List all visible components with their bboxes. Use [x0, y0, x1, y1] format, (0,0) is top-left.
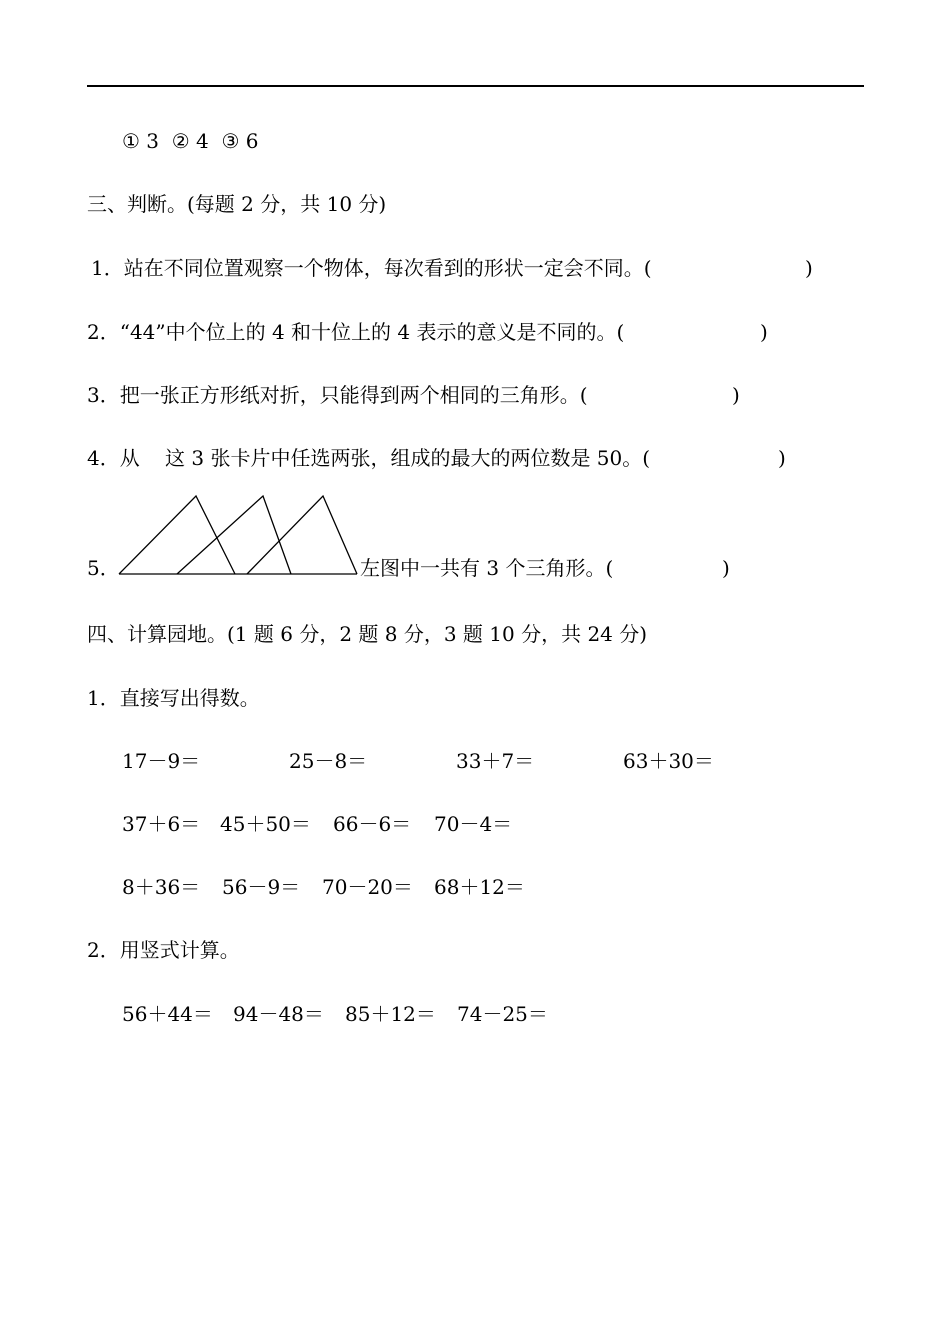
expression: 74－25＝: [457, 1002, 548, 1026]
expression: 66－6＝: [333, 812, 412, 836]
section-3-title: 三、判断。(每题 2 分，共 10 分): [87, 192, 387, 216]
figure-triangle-2: [177, 496, 291, 574]
triangle-figure: [117, 490, 362, 578]
expression: 17－9＝: [122, 749, 201, 773]
expression: 63＋30＝: [623, 749, 714, 773]
expression: 8＋36＝: [122, 875, 201, 899]
choice-options: ① 3 ② 4 ③ 6: [122, 129, 259, 153]
expression: 25－8＝: [289, 749, 368, 773]
expression: 85＋12＝: [345, 1002, 436, 1026]
question-3-3: 3．把一张正方形纸对折，只能得到两个相同的三角形。(: [87, 383, 588, 407]
answer-paren-close: ): [778, 446, 786, 470]
question-3-2: 2．“44”中个位上的 4 和十位上的 4 表示的意义是不同的。(: [87, 320, 625, 344]
expression: 45＋50＝: [220, 812, 311, 836]
question-3-5: 左图中一共有 3 个三角形。(: [360, 556, 614, 580]
part-2-title: 2．用竖式计算。: [87, 938, 240, 962]
answer-paren-close: ): [805, 256, 813, 280]
question-3-4-number: 4．从: [87, 446, 140, 470]
question-3-4: 这 3 张卡片中任选两张，组成的最大的两位数是 50。(: [165, 446, 651, 470]
answer-paren-close: ): [760, 320, 768, 344]
expression: 70－4＝: [434, 812, 513, 836]
expression: 37＋6＝: [122, 812, 201, 836]
expression: 94－48＝: [233, 1002, 324, 1026]
expression: 68＋12＝: [434, 875, 525, 899]
figure-triangle-1: [119, 496, 235, 574]
section-4-title: 四、计算园地。(1 题 6 分，2 题 8 分，3 题 10 分，共 24 分): [87, 622, 648, 646]
answer-paren-close: ): [732, 383, 740, 407]
answer-paren-close: ): [722, 556, 730, 580]
question-3-1: 1．站在不同位置观察一个物体，每次看到的形状一定会不同。(: [91, 256, 652, 280]
expression: 56－9＝: [222, 875, 301, 899]
question-3-5-number: 5．: [87, 556, 120, 580]
figure-triangle-3: [247, 496, 357, 574]
expression: 56＋44＝: [122, 1002, 213, 1026]
header-rule: [87, 85, 864, 87]
part-1-title: 1．直接写出得数。: [87, 686, 260, 710]
expression: 33＋7＝: [456, 749, 535, 773]
expression: 70－20＝: [322, 875, 413, 899]
